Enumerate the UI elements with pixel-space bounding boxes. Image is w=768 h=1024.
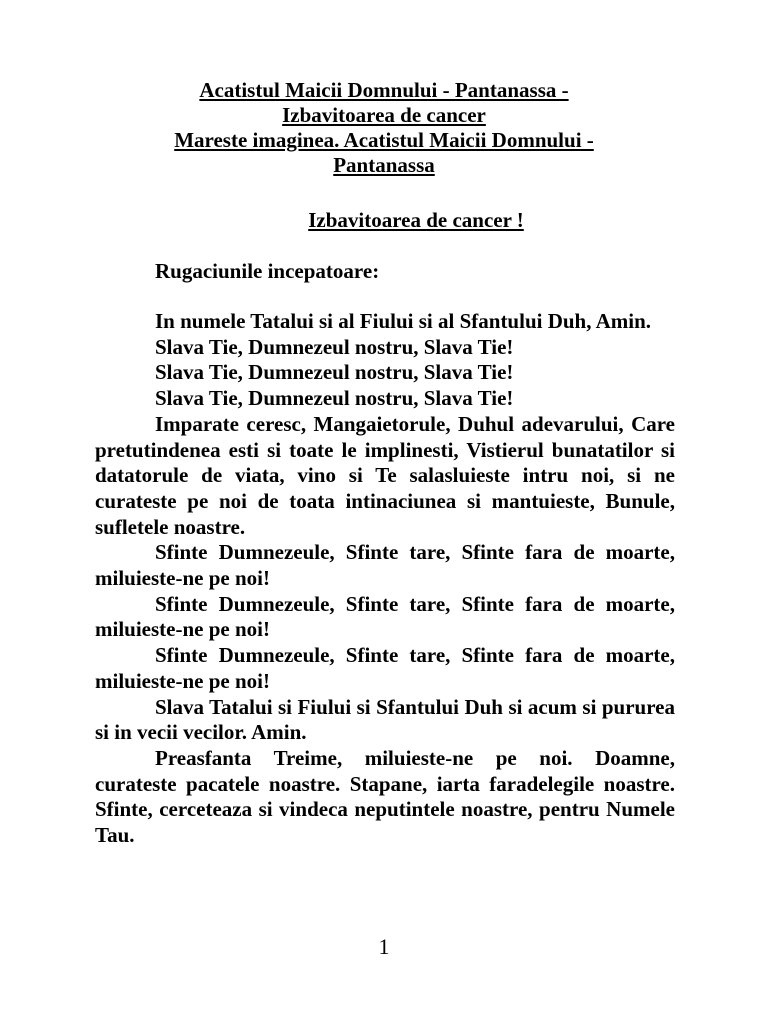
prayer-paragraph-4: Slava Tie, Dumnezeul nostru, Slava Tie! bbox=[155, 386, 514, 411]
prayer-paragraph-3: Slava Tie, Dumnezeul nostru, Slava Tie! bbox=[155, 360, 514, 385]
prayer-paragraph-2: Slava Tie, Dumnezeul nostru, Slava Tie! bbox=[155, 334, 514, 359]
title-line-1: Acatistul Maicii Domnului - Pantanassa - bbox=[199, 78, 569, 102]
prayer-body bbox=[95, 309, 675, 849]
title-line-4: Pantanassa bbox=[333, 153, 435, 177]
title-line-3: Mareste imaginea. Acatistul Maicii Domnului - bbox=[174, 128, 594, 152]
prayer-paragraph-1: In numele Tatalui si al Fiului si al Sfantului Duh, Amin. bbox=[155, 309, 652, 333]
title-line-2: Izbavitoarea de cancer bbox=[282, 103, 486, 127]
prayer-paragraph-6: Sfinte Dumnezeule, Sfinte tare, Sfinte fara de moarte, miluieste-ne pe noi! bbox=[95, 540, 675, 591]
prayer-paragraph-8: Sfinte Dumnezeule, Sfinte tare, Sfinte fara de moarte, miluieste-ne pe noi! bbox=[95, 643, 675, 693]
document-title bbox=[0, 78, 768, 178]
document-subtitle: Izbavitoarea de cancer ! bbox=[308, 208, 524, 232]
prayer-paragraph-10: Preasfanta Treime, miluieste-ne pe noi. Doamne, curateste pacatele noastre. Stapane, iarta faradelegile noastre. Sfinte, cerceteaza si vindeca neputintele noastre, pentru Numele Tau. bbox=[95, 745, 675, 848]
prayer-paragraph-5: Imparate ceresc, Mangaietorule, Duhul adevarului, Care pretutindenea esti si toate le implinesti, Vistierul bunatatilor si datatorule de viata, vino si Te salasluieste intru noi, si ne curateste pe noi de toata intinaciunea si mantuieste, Bunule, sufletele noastre. bbox=[95, 411, 675, 539]
page-number: 1 bbox=[378, 934, 390, 959]
prayer-paragraph-9: Slava Tatalui si Fiului si Sfantului Duh si acum si pururea si in vecii vecilor. Amin. bbox=[95, 694, 675, 745]
prayer-paragraph-7: Sfinte Dumnezeule, Sfinte tare, Sfinte fara de moarte, miluieste-ne pe noi! bbox=[95, 591, 675, 642]
section-heading: Rugaciunile incepatoare: bbox=[155, 259, 380, 283]
